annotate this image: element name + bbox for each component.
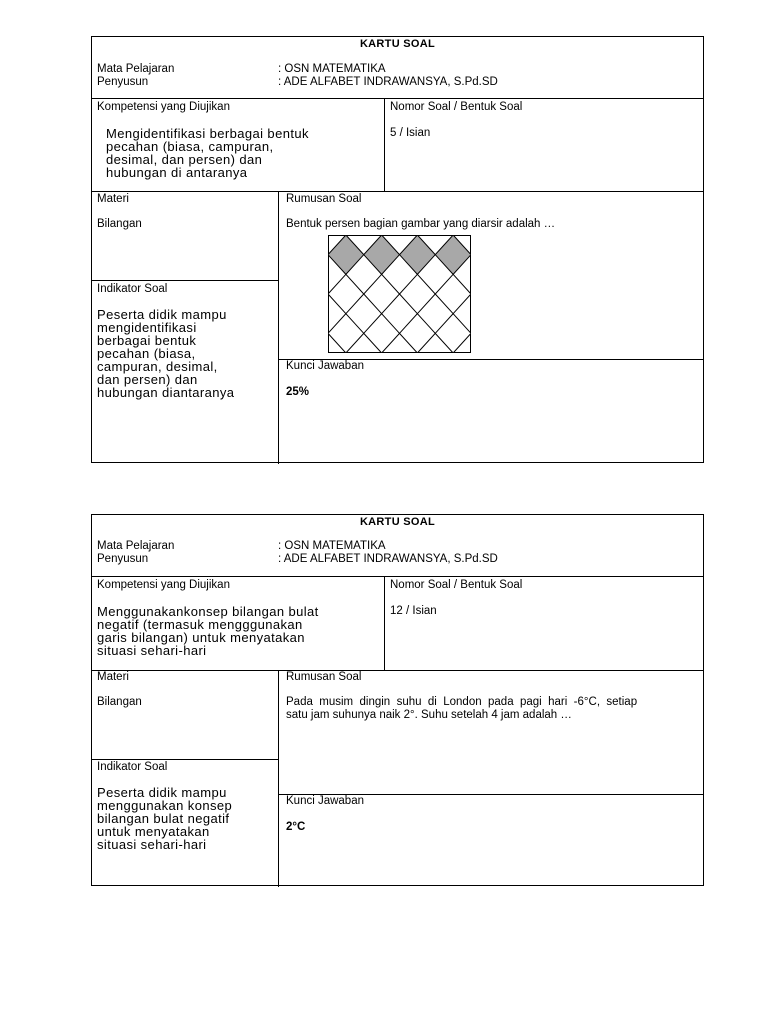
indikator-label: Indikator Soal (97, 761, 168, 773)
divider (92, 759, 278, 760)
divider (92, 670, 703, 671)
kompetensi-label: Kompetensi yang Diujikan (97, 101, 230, 113)
rumusan-label: Rumusan Soal (286, 671, 362, 683)
indikator-label: Indikator Soal (97, 283, 168, 295)
rumusan-label: Rumusan Soal (286, 193, 362, 205)
rumusan-text: Pada musim dingin suhu di London pada pagi hari -6°C, setiap satu jam suhunya naik 2°. Suhu setelah 4 jam adalah … (286, 696, 638, 721)
divider (92, 576, 703, 577)
kompetensi-label: Kompetensi yang Diujikan (97, 579, 230, 591)
divider (384, 98, 385, 191)
kompetensi-text: Mengidentifikasi berbagai bentuk pecahan (biasa, campuran, desimal, dan persen) dan hubungan di antaranya (106, 126, 309, 180)
penyusun-label: Penyusun (97, 76, 149, 88)
divider (92, 191, 703, 192)
kunci-value: 25% (286, 386, 310, 398)
nomor-label: Nomor Soal / Bentuk Soal (390, 101, 523, 113)
kompetensi-text: Menggunakankonsep bilangan bulat negatif (termasuk mengggunakan garis bilangan) untuk menyatakan situasi sehari-hari (97, 604, 319, 658)
materi-label: Materi (97, 193, 129, 205)
card-title: KARTU SOAL (359, 516, 436, 528)
nomor-value: 5 / Isian (390, 127, 431, 139)
mapel-value: : OSN MATEMATIKA (278, 540, 386, 552)
indikator-text: Peserta didik mampu menggunakan konsep bilangan bulat negatif untuk menyatakan situasi sehari-hari (97, 785, 233, 852)
penyusun-label: Penyusun (97, 553, 149, 565)
kunci-value: 2°C (286, 821, 306, 833)
rumusan-text: Bentuk persen bagian gambar yang diarsir adalah … (286, 218, 556, 230)
kunci-label: Kunci Jawaban (286, 360, 364, 372)
divider (92, 280, 278, 281)
penyusun-value: : ADE ALFABET INDRAWANSYA, S.Pd.SD (278, 76, 498, 88)
materi-value: Bilangan (97, 696, 142, 708)
divider (92, 98, 703, 99)
materi-value: Bilangan (97, 218, 142, 230)
mapel-value: : OSN MATEMATIKA (278, 63, 386, 75)
divider (384, 576, 385, 670)
mapel-label: Mata Pelajaran (97, 63, 175, 75)
penyusun-value: : ADE ALFABET INDRAWANSYA, S.Pd.SD (278, 553, 498, 565)
nomor-value: 12 / Isian (390, 605, 437, 617)
materi-label: Materi (97, 671, 129, 683)
divider (278, 670, 279, 887)
indikator-text: Peserta didik mampu mengidentifikasi berbagai bentuk pecahan (biasa, campuran, desimal, dan persen) dan hubungan diantaranya (97, 307, 235, 400)
nomor-label: Nomor Soal / Bentuk Soal (390, 579, 523, 591)
question-card-1 (91, 36, 704, 463)
rhombus-grid-figure (328, 235, 471, 353)
question-card-2 (91, 514, 704, 886)
mapel-label: Mata Pelajaran (97, 540, 175, 552)
kunci-label: Kunci Jawaban (286, 795, 364, 807)
divider (278, 191, 279, 464)
card-title: KARTU SOAL (359, 38, 436, 50)
